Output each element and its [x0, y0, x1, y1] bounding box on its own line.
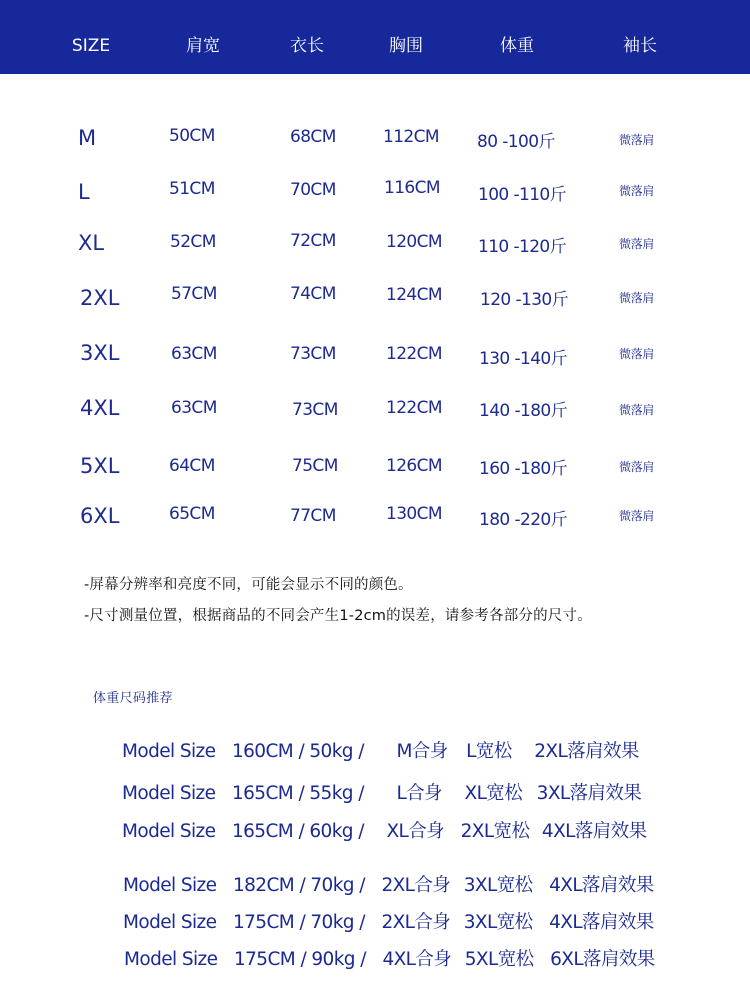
cell-weight: 140 -180斤: [479, 401, 568, 421]
cell-shoulder: 64CM: [169, 456, 215, 476]
cell-sleeve: 微落肩: [619, 403, 655, 417]
cell-shoulder: 52CM: [170, 232, 216, 252]
cell-sleeve: 微落肩: [619, 509, 655, 523]
model-fit: 2XL合身: [381, 875, 451, 896]
cell-size: 2XL: [80, 286, 120, 310]
table-row: [0, 231, 750, 271]
cell-sleeve: 微落肩: [619, 291, 655, 305]
cell-sleeve: 微落肩: [619, 347, 655, 361]
cell-chest: 122CM: [386, 344, 442, 364]
recommendation-title: 体重尺码推荐: [93, 691, 173, 706]
model-size-line: [123, 908, 654, 934]
header-sleeve: 袖长: [623, 36, 657, 56]
cell-size: L: [78, 180, 90, 204]
model-drop: 4XL落肩效果: [541, 821, 647, 842]
cell-weight: 180 -220斤: [479, 510, 568, 530]
model-label: Model Size: [122, 741, 216, 762]
cell-chest: 126CM: [386, 456, 442, 476]
cell-length: 73CM: [290, 344, 336, 364]
model-fit: XL合身: [386, 821, 445, 842]
cell-weight: 120 -130斤: [480, 290, 569, 310]
table-row: [0, 395, 750, 435]
table-row: [0, 284, 750, 324]
cell-size: 5XL: [80, 454, 120, 478]
cell-length: 72CM: [290, 231, 336, 251]
table-row: [0, 340, 750, 380]
cell-chest: 112CM: [383, 127, 439, 147]
model-fit: M合身: [396, 741, 448, 762]
cell-weight: 100 -110斤: [478, 185, 567, 205]
model-height: 175CM / 90kg /: [233, 949, 366, 970]
model-loose: 3XL宽松: [463, 875, 533, 896]
cell-sleeve: 微落肩: [619, 460, 655, 474]
size-chart-header: [0, 0, 750, 74]
cell-shoulder: 57CM: [171, 284, 217, 304]
model-fit: 4XL合身: [382, 949, 452, 970]
model-loose: 3XL宽松: [463, 912, 533, 933]
model-size-line: [123, 871, 654, 897]
cell-chest: 116CM: [384, 178, 440, 198]
model-height: 182CM / 70kg /: [232, 875, 365, 896]
cell-length: 73CM: [292, 400, 338, 420]
cell-shoulder: 51CM: [169, 179, 215, 199]
notes: [84, 576, 592, 638]
header-weight: 体重: [500, 36, 534, 56]
header-chest: 胸围: [389, 36, 423, 56]
header-size: SIZE: [71, 36, 111, 56]
cell-length: 77CM: [290, 506, 336, 526]
model-loose: 2XL宽松: [460, 821, 530, 842]
table-row: [0, 178, 750, 218]
model-size-line: [122, 737, 639, 763]
model-label: Model Size: [124, 949, 218, 970]
model-loose: L宽松: [466, 741, 512, 762]
cell-weight: 110 -120斤: [478, 237, 567, 257]
cell-shoulder: 63CM: [171, 398, 217, 418]
model-size-line: [124, 945, 655, 971]
cell-weight: 160 -180斤: [479, 459, 568, 479]
cell-size: M: [78, 126, 97, 150]
model-fit: L合身: [396, 783, 442, 804]
model-loose: XL宽松: [464, 783, 523, 804]
cell-size: 3XL: [80, 341, 120, 365]
model-drop: 4XL落肩效果: [549, 912, 654, 933]
model-drop: 3XL落肩效果: [536, 783, 642, 804]
model-drop: 2XL落肩效果: [534, 741, 639, 762]
model-label: Model Size: [122, 821, 216, 842]
cell-chest: 122CM: [386, 398, 442, 418]
cell-weight: 80 -100斤: [477, 132, 555, 152]
model-loose: 5XL宽松: [464, 949, 534, 970]
model-size-line: [122, 779, 641, 805]
header-length: 衣长: [290, 36, 324, 56]
cell-sleeve: 微落肩: [619, 133, 655, 147]
cell-length: 68CM: [290, 127, 336, 147]
model-label: Model Size: [123, 875, 217, 896]
model-label: Model Size: [122, 783, 216, 804]
note-color-difference: -屏幕分辨率和亮度不同，可能会显示不同的颜色。: [84, 577, 413, 593]
header-shoulder: 肩宽: [186, 36, 220, 56]
cell-length: 74CM: [290, 284, 336, 304]
table-row: [0, 502, 750, 542]
cell-shoulder: 50CM: [169, 126, 215, 146]
model-fit: 2XL合身: [381, 912, 451, 933]
cell-chest: 124CM: [386, 285, 442, 305]
model-label: Model Size: [123, 912, 217, 933]
cell-length: 75CM: [292, 456, 338, 476]
cell-shoulder: 63CM: [171, 344, 217, 364]
cell-size: 4XL: [80, 396, 120, 420]
cell-sleeve: 微落肩: [619, 237, 655, 251]
cell-shoulder: 65CM: [169, 504, 215, 524]
model-drop: 4XL落肩效果: [549, 875, 654, 896]
model-height: 175CM / 70kg /: [232, 912, 365, 933]
table-row: [0, 453, 750, 493]
model-size-line: [122, 817, 646, 843]
note-measurement-error: -尺寸测量位置，根据商品的不同会产生1-2cm的误差，请参考各部分的尺寸。: [84, 608, 592, 624]
model-height: 160CM / 50kg /: [231, 741, 364, 762]
cell-sleeve: 微落肩: [619, 184, 655, 198]
model-drop: 6XL落肩效果: [550, 949, 655, 970]
model-height: 165CM / 60kg /: [231, 821, 364, 842]
cell-weight: 130 -140斤: [479, 349, 568, 369]
model-height: 165CM / 55kg /: [231, 783, 364, 804]
cell-size: XL: [78, 231, 105, 255]
cell-chest: 130CM: [386, 504, 442, 524]
cell-length: 70CM: [290, 180, 336, 200]
table-row: [0, 126, 750, 166]
cell-chest: 120CM: [386, 232, 442, 252]
cell-size: 6XL: [80, 504, 120, 528]
